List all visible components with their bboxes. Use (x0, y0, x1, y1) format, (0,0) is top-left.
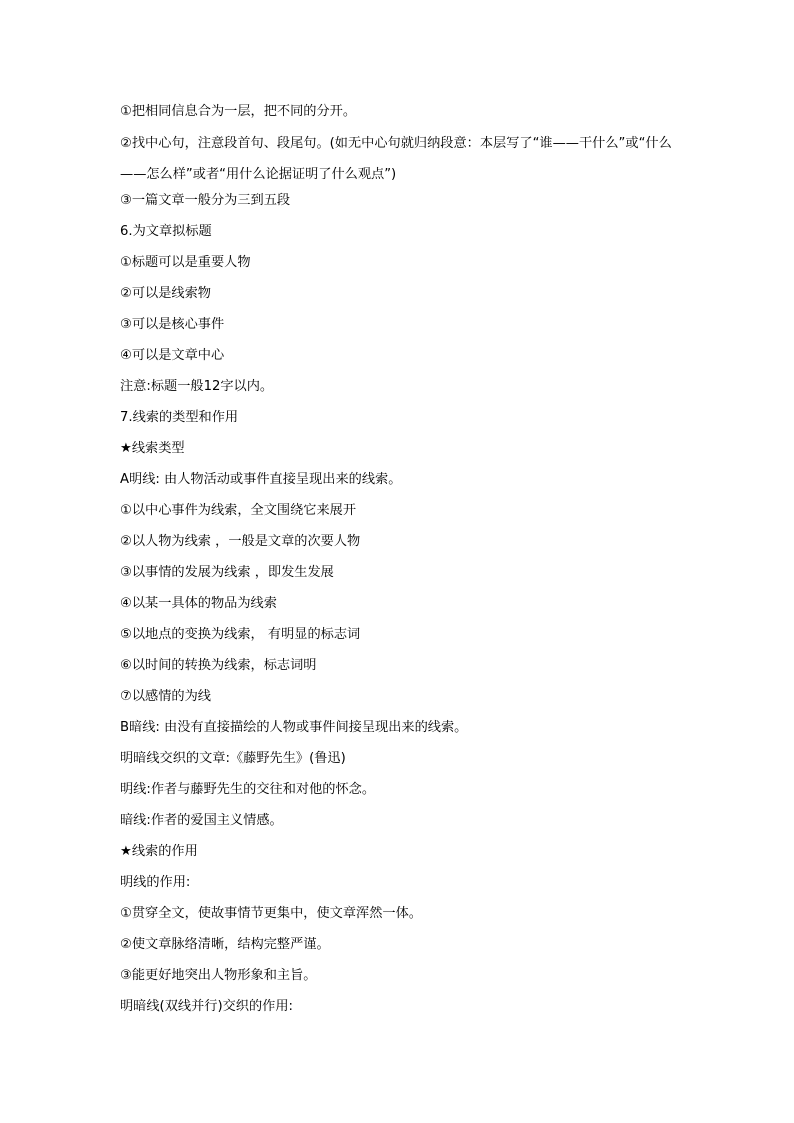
document-body (120, 101, 680, 1027)
paragraph-function-structure: ②使文章脉络清晰，结构完整严谨。 (120, 937, 330, 952)
paragraph-title-note: 注意:标题一般12字以内。 (120, 379, 274, 394)
paragraph-title-core-event: ③可以是核心事件 (120, 317, 225, 332)
paragraph-clue-central-event: ①以中心事件为线索，全文围绕它来展开 (120, 503, 357, 518)
paragraph-clue-place: ⑤以地点的变换为线索， 有明显的标志词 (120, 627, 361, 642)
paragraph-section-count: ③一篇文章一般分为三到五段 (120, 193, 291, 208)
heading-clue-types: 7.线索的类型和作用 (120, 410, 239, 425)
paragraph-explicit-function-label: 明线的作用: (120, 875, 191, 890)
paragraph-clue-person: ②以人物为线索 ，一般是文章的次要人物 (120, 534, 361, 549)
paragraph-clue-development: ③以事情的发展为线索 ，即发生发展 (120, 565, 334, 580)
subheading-clue-types: ★线索类型 (120, 441, 185, 456)
paragraph-function-unify: ①贯穿全文，使故事情节更集中，使文章浑然一体。 (120, 906, 422, 921)
heading-title-writing: 6.为文章拟标题 (120, 224, 212, 239)
paragraph-function-highlight: ③能更好地突出人物形象和主旨。 (120, 968, 317, 983)
paragraph-example-explicit: 明线:作者与藤野先生的交往和对他的怀念。 (120, 782, 376, 797)
paragraph-title-clue-object: ②可以是线索物 (120, 286, 211, 301)
subheading-clue-function: ★线索的作用 (120, 844, 198, 859)
paragraph-title-person: ①标题可以是重要人物 (120, 255, 251, 270)
paragraph-implicit-clue: B暗线: 由没有直接描绘的人物或事件间接呈现出来的线索。 (120, 720, 468, 735)
paragraph-example-implicit: 暗线:作者的爱国主义情感。 (120, 813, 283, 828)
paragraph-merge-info: ①把相同信息合为一层，把不同的分开。 (120, 104, 357, 119)
paragraph-clue-emotion: ⑦以感情的为线 (120, 689, 211, 704)
paragraph-find-topic-sentence: ②找中心句，注意段首句、段尾句。(如无中心句就归纳段意：本层写了“谁——干什么”或“什么——怎么样”或者“用什么论据证明了什么观点”) (120, 136, 672, 182)
paragraph-dual-clue-function-label: 明暗线(双线并行)交织的作用: (120, 999, 293, 1014)
paragraph-title-theme: ④可以是文章中心 (120, 348, 225, 363)
paragraph-clue-time: ⑥以时间的转换为线索，标志词明 (120, 658, 317, 673)
paragraph-mixed-clue-example: 明暗线交织的文章:《藤野先生》(鲁迅) (120, 751, 346, 766)
paragraph-clue-object: ④以某一具体的物品为线索 (120, 596, 277, 611)
paragraph-explicit-clue: A明线: 由人物活动或事件直接呈现出来的线索。 (120, 472, 402, 487)
